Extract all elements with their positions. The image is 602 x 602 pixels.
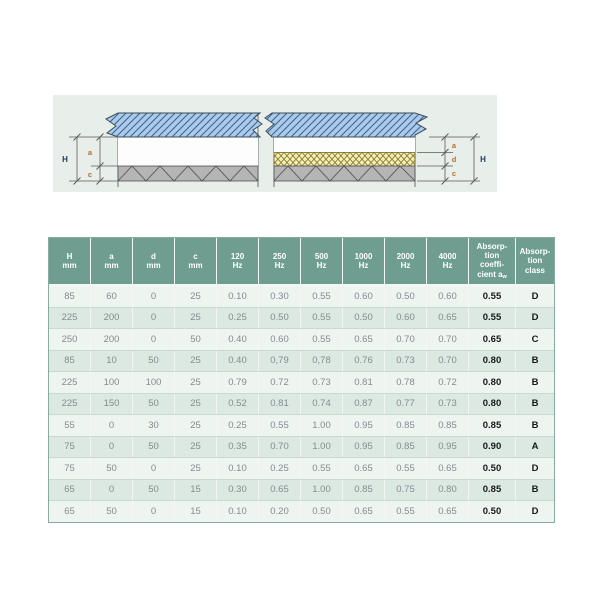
air-gap-left xyxy=(118,137,258,166)
frequency-absorption-value: 0.72 xyxy=(259,372,301,393)
frequency-absorption-value: 0.55 xyxy=(259,415,301,436)
frequency-absorption-value: 0.85 xyxy=(385,437,427,458)
frequency-absorption-value: 0.77 xyxy=(385,394,427,415)
frequency-absorption-value: 0.60 xyxy=(343,286,385,307)
absorption-coefficient-value: 0.55 xyxy=(469,286,516,307)
dim-label-d-right: d xyxy=(451,155,457,164)
frequency-absorption-value: 0.65 xyxy=(427,501,469,522)
frequency-absorption-value: 0.95 xyxy=(343,415,385,436)
table-row xyxy=(49,307,554,329)
table-row xyxy=(49,371,554,393)
ceiling-slab-left xyxy=(106,113,262,137)
frequency-absorption-value: 0.50 xyxy=(343,308,385,329)
dimension-value: 50 xyxy=(91,458,133,479)
frequency-absorption-value: 0,78 xyxy=(301,351,343,372)
dimension-value: 25 xyxy=(175,308,217,329)
frequency-absorption-value: 0.10 xyxy=(217,458,259,479)
dimension-value: 0 xyxy=(91,437,133,458)
frequency-absorption-value: 0.75 xyxy=(385,480,427,501)
dimension-value: 30 xyxy=(133,415,175,436)
frequency-absorption-value: 0,79 xyxy=(259,351,301,372)
frequency-absorption-value: 0.25 xyxy=(259,458,301,479)
absorption-class-value: A xyxy=(516,437,554,458)
insulation-layer xyxy=(274,153,415,167)
dimension-value: 55 xyxy=(49,415,91,436)
frequency-absorption-value: 0.25 xyxy=(217,308,259,329)
absorption-class-value: C xyxy=(516,329,554,350)
frequency-absorption-value: 0.60 xyxy=(259,329,301,350)
air-gap-right xyxy=(274,137,415,153)
dimension-value: 225 xyxy=(49,394,91,415)
frequency-absorption-value: 0.55 xyxy=(385,458,427,479)
frequency-absorption-value: 0.55 xyxy=(385,501,427,522)
column-header: 250 Hz xyxy=(259,238,301,284)
frequency-absorption-value: 0.85 xyxy=(343,480,385,501)
dimension-value: 0 xyxy=(133,329,175,350)
absorption-class-value: B xyxy=(516,351,554,372)
frequency-absorption-value: 0.70 xyxy=(427,329,469,350)
dimension-value: 150 xyxy=(91,394,133,415)
ceiling-slab-right xyxy=(265,113,427,137)
dimension-value: 225 xyxy=(49,372,91,393)
frequency-absorption-value: 0.30 xyxy=(259,286,301,307)
table-header-row xyxy=(49,238,554,286)
frequency-absorption-value: 1.00 xyxy=(301,480,343,501)
absorption-class-value: D xyxy=(516,308,554,329)
dimension-value: 50 xyxy=(133,351,175,372)
table-row xyxy=(49,393,554,415)
dimension-value: 25 xyxy=(175,437,217,458)
dimension-value: 25 xyxy=(175,286,217,307)
frequency-absorption-value: 0.85 xyxy=(385,415,427,436)
construction-diagram xyxy=(53,95,497,192)
table-row xyxy=(49,286,554,307)
column-header: Absorp- tion class xyxy=(516,238,554,284)
acoustic-board-left xyxy=(118,166,258,181)
dimension-value: 25 xyxy=(175,372,217,393)
frequency-absorption-value: 0.40 xyxy=(217,351,259,372)
frequency-absorption-value: 0.95 xyxy=(427,437,469,458)
absorption-coefficient-value: 0.85 xyxy=(469,480,516,501)
acoustic-board-right xyxy=(274,166,415,181)
frequency-absorption-value: 0.65 xyxy=(343,458,385,479)
frequency-absorption-value: 0.40 xyxy=(217,329,259,350)
frequency-absorption-value: 0.95 xyxy=(343,437,385,458)
frequency-absorption-value: 0.50 xyxy=(385,286,427,307)
frequency-absorption-value: 0.10 xyxy=(217,501,259,522)
dimension-value: 50 xyxy=(133,437,175,458)
dimension-value: 85 xyxy=(49,286,91,307)
dim-label-c-right: c xyxy=(451,169,457,178)
dimension-value: 65 xyxy=(49,501,91,522)
frequency-absorption-value: 0.60 xyxy=(385,308,427,329)
column-header: 4000 Hz xyxy=(427,238,469,284)
absorption-coefficient-value: 0.65 xyxy=(469,329,516,350)
column-header: c mm xyxy=(175,238,217,284)
column-header: 120 Hz xyxy=(217,238,259,284)
absorption-coefficient-value: 0.55 xyxy=(469,308,516,329)
frequency-absorption-value: 0.70 xyxy=(259,437,301,458)
column-header: 500 Hz xyxy=(301,238,343,284)
frequency-absorption-value: 0.25 xyxy=(217,415,259,436)
absorption-class-value: B xyxy=(516,415,554,436)
dimension-value: 100 xyxy=(91,372,133,393)
frequency-absorption-value: 0.80 xyxy=(427,480,469,501)
absorption-coefficient-value: 0.85 xyxy=(469,415,516,436)
dimension-value: 0 xyxy=(133,286,175,307)
dimension-value: 25 xyxy=(175,458,217,479)
column-header: Absorp- tion coeffi- cient $a_w$ xyxy=(469,238,516,284)
frequency-absorption-value: 0.50 xyxy=(301,501,343,522)
frequency-absorption-value: 0.76 xyxy=(343,351,385,372)
dimension-value: 0 xyxy=(133,308,175,329)
dimension-value: 25 xyxy=(175,415,217,436)
column-header: a mm xyxy=(91,238,133,284)
frequency-absorption-value: 0.74 xyxy=(301,394,343,415)
dimension-value: 15 xyxy=(175,480,217,501)
dimension-value: 250 xyxy=(49,329,91,350)
dim-label-c-left: c xyxy=(87,170,93,179)
frequency-absorption-value: 0.70 xyxy=(427,351,469,372)
dimension-lines-right xyxy=(417,134,480,185)
frequency-absorption-value: 0.78 xyxy=(385,372,427,393)
frequency-absorption-value: 0.65 xyxy=(343,501,385,522)
dim-label-a-right: a xyxy=(451,141,457,150)
absorption-coefficient-value: 0.50 xyxy=(469,458,516,479)
dimension-value: 50 xyxy=(91,501,133,522)
frequency-absorption-value: 0.87 xyxy=(343,394,385,415)
table-row xyxy=(49,328,554,350)
absorption-coefficient-value: 0.90 xyxy=(469,437,516,458)
dimension-value: 75 xyxy=(49,437,91,458)
absorption-class-value: D xyxy=(516,286,554,307)
frequency-absorption-value: 0.55 xyxy=(301,308,343,329)
absorption-class-value: D xyxy=(516,501,554,522)
frequency-absorption-value: 0.10 xyxy=(217,286,259,307)
absorption-coefficient-value: 0.80 xyxy=(469,372,516,393)
dimension-value: 200 xyxy=(91,308,133,329)
absorption-coefficient-value: 0.80 xyxy=(469,351,516,372)
frequency-absorption-value: 0.73 xyxy=(427,394,469,415)
dimension-value: 60 xyxy=(91,286,133,307)
absorption-coefficient-value: 0.50 xyxy=(469,501,516,522)
table-row xyxy=(49,500,554,522)
dimension-value: 65 xyxy=(49,480,91,501)
frequency-absorption-value: 0.72 xyxy=(427,372,469,393)
frequency-absorption-value: 1.00 xyxy=(301,415,343,436)
absorption-table xyxy=(48,237,555,523)
frequency-absorption-value: 0.85 xyxy=(427,415,469,436)
frequency-absorption-value: 0.81 xyxy=(343,372,385,393)
absorption-class-value: B xyxy=(516,480,554,501)
dimension-value: 0 xyxy=(91,480,133,501)
frequency-absorption-value: 0.35 xyxy=(217,437,259,458)
dimension-value: 10 xyxy=(91,351,133,372)
frequency-absorption-value: 0.55 xyxy=(301,286,343,307)
dimension-value: 25 xyxy=(175,351,217,372)
frequency-absorption-value: 0.73 xyxy=(301,372,343,393)
dimension-value: 50 xyxy=(175,329,217,350)
dimension-value: 225 xyxy=(49,308,91,329)
frequency-absorption-value: 0.65 xyxy=(427,458,469,479)
dimension-value: 200 xyxy=(91,329,133,350)
dimension-lines-left xyxy=(69,134,118,185)
column-header: 1000 Hz xyxy=(343,238,385,284)
dim-label-a-left: a xyxy=(87,148,93,157)
absorption-coefficient-value: 0.80 xyxy=(469,394,516,415)
dimension-value: 15 xyxy=(175,501,217,522)
column-header: H mm xyxy=(49,238,91,284)
table-row xyxy=(49,457,554,479)
frequency-absorption-value: 0.65 xyxy=(259,480,301,501)
dimension-value: 50 xyxy=(133,394,175,415)
table-row xyxy=(49,436,554,458)
table-row xyxy=(49,350,554,372)
table-row xyxy=(49,414,554,436)
frequency-absorption-value: 0.81 xyxy=(259,394,301,415)
frequency-absorption-value: 0.30 xyxy=(217,480,259,501)
frequency-absorption-value: 0.20 xyxy=(259,501,301,522)
diagram-svg xyxy=(53,95,497,192)
dimension-value: 0 xyxy=(133,501,175,522)
frequency-absorption-value: 0.65 xyxy=(427,308,469,329)
frequency-absorption-value: 0.60 xyxy=(427,286,469,307)
frequency-absorption-value: 0.52 xyxy=(217,394,259,415)
frequency-absorption-value: 0.50 xyxy=(259,308,301,329)
dimension-value: 25 xyxy=(175,394,217,415)
dimension-value: 75 xyxy=(49,458,91,479)
dimension-value: 0 xyxy=(133,458,175,479)
absorption-class-value: B xyxy=(516,372,554,393)
dim-label-H-left: H xyxy=(62,155,68,164)
dimension-value: 0 xyxy=(91,415,133,436)
frequency-absorption-value: 0.70 xyxy=(385,329,427,350)
frequency-absorption-value: 0.65 xyxy=(343,329,385,350)
frequency-absorption-value: 0.55 xyxy=(301,458,343,479)
dimension-value: 50 xyxy=(133,480,175,501)
frequency-absorption-value: 0.79 xyxy=(217,372,259,393)
table-row xyxy=(49,479,554,501)
dimension-value: 100 xyxy=(133,372,175,393)
frequency-absorption-value: 0.73 xyxy=(385,351,427,372)
column-header: 2000 Hz xyxy=(385,238,427,284)
dimension-value: 85 xyxy=(49,351,91,372)
frequency-absorption-value: 0.55 xyxy=(301,329,343,350)
absorption-class-value: D xyxy=(516,458,554,479)
column-header: d mm xyxy=(133,238,175,284)
absorption-class-value: B xyxy=(516,394,554,415)
frequency-absorption-value: 1.00 xyxy=(301,437,343,458)
dim-label-H-right: H xyxy=(480,155,486,164)
